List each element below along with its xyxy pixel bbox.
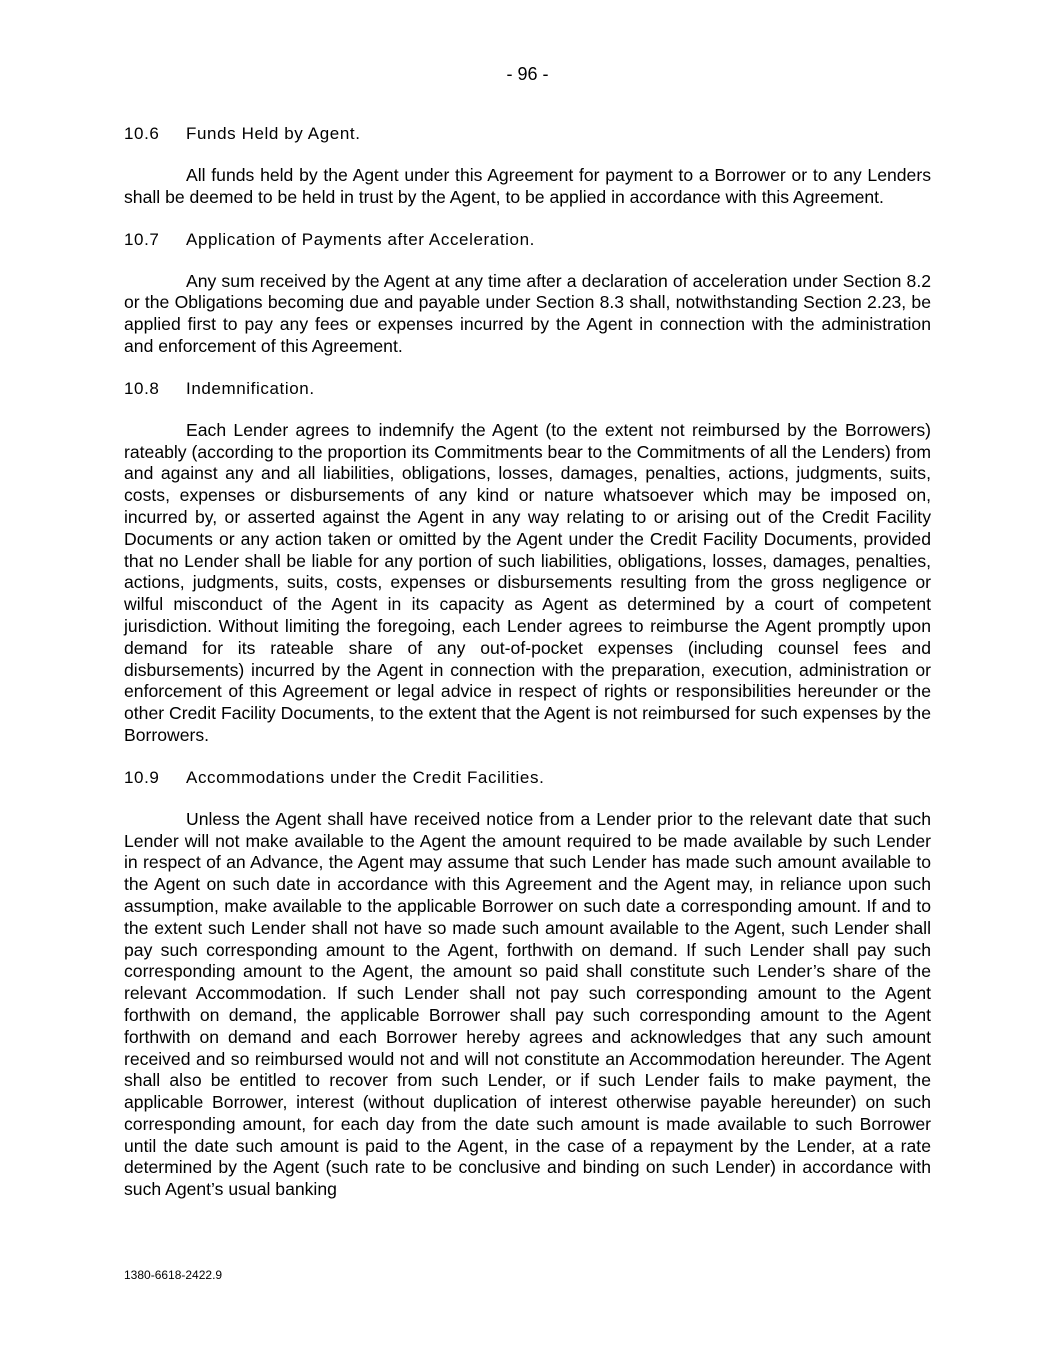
section-heading-10-6 bbox=[124, 123, 931, 145]
page-number: - 96 - bbox=[506, 64, 549, 84]
section-title: Application of Payments after Acceleration. bbox=[186, 229, 535, 249]
document-body bbox=[124, 123, 931, 1221]
section-number: 10.9 bbox=[124, 767, 160, 787]
section-paragraph-10-7: Any sum received by the Agent at any time after a declaration of acceleration under Section 8.2 or the Obligations becoming due and payable under Section 8.3 shall, notwithstanding Section 2.23, be applied first to pay any fees or expenses incurred by the Agent in connection with the administration and enforcement of this Agreement. bbox=[124, 270, 931, 356]
section-paragraph-10-9: Unless the Agent shall have received notice from a Lender prior to the relevant date that such Lender will not make available to the Agent the amount required to be made available by such Lender in respect of an Advance, the Agent may assume that such Lender has made such amount available to the Agent on such date in accordance with this Agreement and the Agent may, in reliance upon such assumption, make available to the applicable Borrower on such date a corresponding amount. If and to the extent such Lender shall not have so made such amount available to the Agent, such Lender shall pay such corresponding amount to the Agent, forthwith on demand. If such Lender shall pay such corresponding amount to the Agent, the amount so paid shall constitute such Lender’s share of the relevant Accommodation. If such Lender shall not pay such corresponding amount to the Agent forthwith on demand, the applicable Borrower shall pay such corresponding amount to the Agent forthwith on demand and each Borrower hereby agrees and acknowledges that any such amount received and so reimbursed would not and will not constitute an Accommodation hereunder. The Agent shall also be entitled to recover from such Lender, or if such Lender fails to make payment, the applicable Borrower, interest (without duplication of interest otherwise payable hereunder) on such corresponding amount, for each day from the date such amount is made available to such Borrower until the date such amount is paid to the Agent, in the case of a repayment by the Lender, at a rate determined by the Agent (such rate to be conclusive and binding on such Lender) in accordance with such Agent’s usual banking bbox=[124, 808, 931, 1200]
section-heading-10-7 bbox=[124, 229, 931, 251]
section-title: Accommodations under the Credit Facilities. bbox=[186, 767, 545, 787]
section-number: 10.8 bbox=[124, 378, 160, 398]
section-number: 10.7 bbox=[124, 229, 160, 249]
document-footer-id: 1380-6618-2422.9 bbox=[124, 1268, 223, 1282]
section-title: Funds Held by Agent. bbox=[186, 124, 361, 143]
section-heading-10-9 bbox=[124, 767, 931, 789]
section-number: 10.6 bbox=[124, 124, 160, 143]
section-heading-10-8 bbox=[124, 378, 931, 400]
section-title: Indemnification. bbox=[186, 378, 315, 398]
section-paragraph-10-6: All funds held by the Agent under this Agreement for payment to a Borrower or to any Lenders shall be deemed to be held in trust by the Agent, to be applied in accordance with this Agreement. bbox=[124, 165, 931, 207]
section-paragraph-10-8: Each Lender agrees to indemnify the Agent (to the extent not reimbursed by the Borrowers) rateably (according to the proportion its Commitments bear to the Commitments of all the Lenders) from and against any and all liabilities, obligations, losses, damages, penalties, actions, judgments, suits, costs, expenses or disbursements of any kind or nature whatsoever which may be imposed on, incurred by, or asserted against the Agent in any way relating to or arising out of the Credit Facility Documents or any action taken or omitted by the Agent under the Credit Facility Documents, provided that no Lender shall be liable for any portion of such liabilities, obligations, losses, damages, penalties, actions, judgments, suits, costs, expenses or disbursements resulting from the gross negligence or wilful misconduct of the Agent in its capacity as Agent as determined by a court of competent jurisdiction. Without limiting the foregoing, each Lender agrees to reimburse the Agent promptly upon demand for its rateable share of any out-of-pocket expenses (including counsel fees and disbursements) incurred by the Agent in connection with the preparation, execution, administration or enforcement of this Agreement or legal advice in respect of rights or responsibilities hereunder or the other Credit Facility Documents, to the extent that the Agent is not reimbursed for such expenses by the Borrowers. bbox=[124, 419, 931, 745]
